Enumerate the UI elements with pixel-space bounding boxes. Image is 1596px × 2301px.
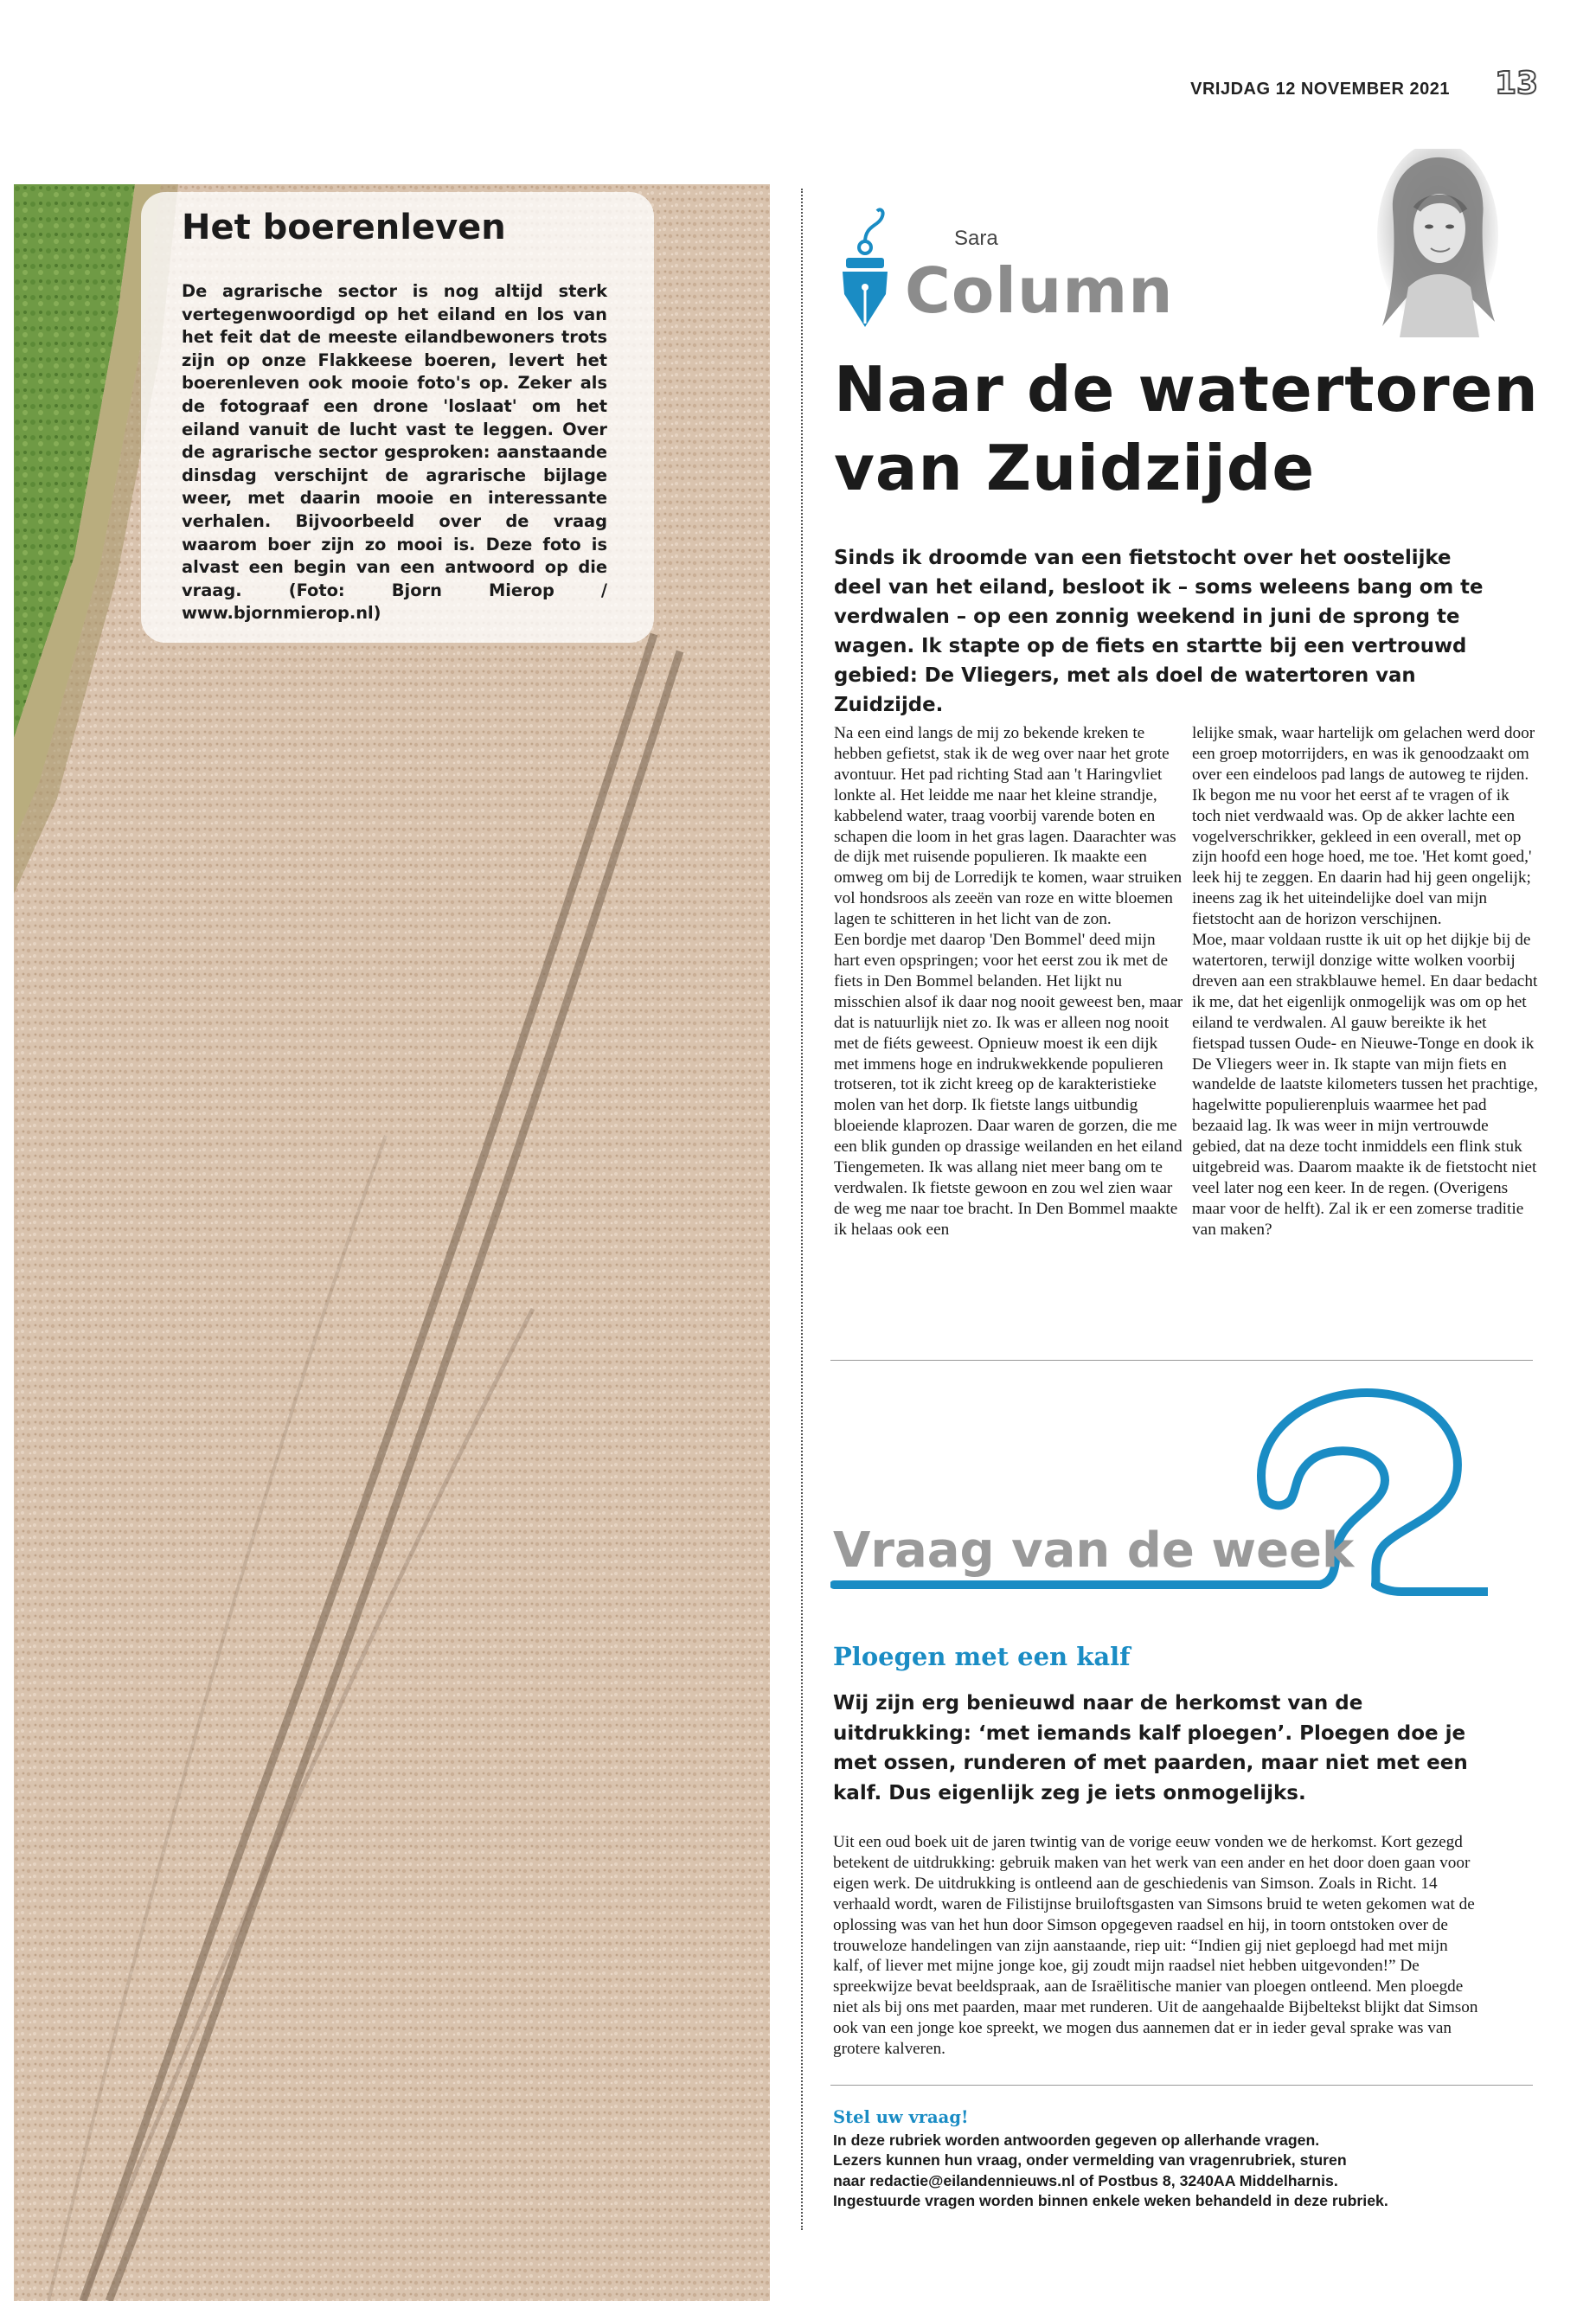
vraag-van-de-week-label: Vraag van de week: [833, 1522, 1355, 1579]
column-divider: [801, 189, 803, 2230]
stel-uw-vraag-text: [833, 2131, 1516, 2212]
column-paragraph: Na een eind langs de mij zo bekende kreken te hebben gefietst, stak ik de weg over naar het grote avontuur. Het pad richting Stad aan 't Haringvliet lonkte al. Het leidde me naar het kleine strandje, kabbelend water, traag voorbij varende boten en schapen die loom in het gras lagen. Daarachter was de dijk met ruisende populieren. Ik maakte een omweg om bij de Lorredijk te komen, waar struiken vol hondsroos als zeeën van roze en witte bloemen lagen te schitteren in het licht van de zon.: [834, 724, 1183, 929]
stel-line: In deze rubriek worden antwoorden gegeven op allerhande vragen.: [833, 2131, 1320, 2149]
column-paragraph: Een bordje met daarop 'Den Bommel' deed mijn hart even opspringen; voor het eerst zou ik met de fiets in Den Bommel belanden. Het lijkt nu misschien alsof ik daar nog nooit geweest ben, maar dat is natuurlijk niet zo. Ik was er alleen nog nooit met de fiéts geweest. Opnieuw moest ik een dijk met immens hoge en indrukwekkende populieren trotseren, tot ik zicht kreeg op de karakteristieke molen van het dorp. Ik fietste langs uitbundig bloeiende klaprozen. Daar waren de gorzen, die me een blik gunden op drassige weilanden en het eiland Tiengemeten. Ik was allang niet meer bang om te verdwalen. Ik fietste gewoon en zou wel zien waar de weg me naar toe bracht. In Den Bommel maakte ik helaas ook een: [834, 931, 1183, 1239]
vraag-title: Ploegen met een kalf: [833, 1642, 1131, 1671]
column-paragraph: lelijke smak, waar hartelijk om gelachen werd door een groep motorrijders, en was ik genoodzaakt om over een eindeloos pad langs de autoweg te rijden. Ik begon me nu voor het eerst af te vragen of ik toch niet verdwaald was. Op de akker lachte een vogelverschrikker, gekleed in een overall, met op zijn hoofd een hoge hoed, me toe. 'Het komt goed,' leek hij te zeggen. En daarin had hij geen ongelijk; ineens zag ik het uiteindelijke doel van mijn fietstocht aan de horizon verschijnen.: [1192, 724, 1535, 929]
section-rule: [830, 2085, 1533, 2086]
column-author: Sara: [954, 227, 998, 250]
column-body-right: [1192, 723, 1540, 1240]
column-paragraph: Moe, maar voldaan rustte ik uit op het dijkje bij de watertoren, terwijl donzige witte wolken voorbij dreven aan een strakblauwe hemel. En daar bedacht ik me, dat het eigenlijk onmogelijk was om op het eiland te verdwalen. Al gauw bereikte ik het fietspad tussen Oude- en Nieuwe-Tonge en dook ik De Vliegers weer in. Ik stapte van mijn fiets en wandelde de laatste kilometers tussen het prachtige, hagelwitte populierenpluis waarmee het pad bezaaid lag. Ik was weer in mijn vertrouwde gebied, dat na deze tocht inmiddels een flink stuk uitgebreid was. Daarom maakte ik de fietstocht niet veel later nog een keer. In de regen. (Overigens maar voor de helft). Zal ik er een zomerse traditie van maken?: [1192, 931, 1538, 1239]
issue-date: VRIJDAG 12 NOVEMBER 2021: [1190, 80, 1450, 99]
vraag-body: Uit een oud boek uit de jaren twintig van de vorige eeuw vonden we de herkomst. Kort gezegd betekent de uitdrukking: gebruik maken van het werk van een ander en het door doen gaan voor eigen werk. De uitdrukking is ontleend aan de geschiedenis van Simson. Zoals in Richt. 14 verhaald wordt, waren de Filistijnse bruiloftsgasten van Simsons bruid te weten gekomen wat de oplossing was van het hun door Simson opgegeven raadsel en hij, in toorn ontstoken over de trouweloze handelingen van zijn aanstaande, riep uit: “Indien gij niet geploegd had met mijn kalf, of liever met mijne jonge koe, gij zoudt mijn raadsel niet hebben uitgevonden!” De spreekwijze bevat beeldspraak, aan de Israëlitische manier van ploegen ontleend. Men ploegde niet als bij ons met paarden, maar met runderen. Uit de aangehaalde Bijbeltekst blijkt dat Simson ook van een jonge koe spreekt, we mogen dus aannemen dat er in ieder geval sprake was van grotere kalveren.: [833, 1833, 1478, 2059]
stel-line: Lezers kunnen hun vraag, onder vermelding van vragenrubriek, sturen: [833, 2151, 1347, 2170]
headline-line-1: Naar de watertoren: [834, 353, 1539, 426]
column-lead: Sinds ik droomde van een fietstocht over het oostelijke deel van het eiland, besloot ik – soms weleens bang om te verdwalen – op een zonnig weekend in juni de sprong te wagen. Ik stapte op de fiets en startte bij een vertrouwd gebied: De Vliegers, met als doel de watertoren van Zuidzijde.: [834, 547, 1484, 716]
column-label: Column: [905, 254, 1174, 327]
column-body-left: [834, 723, 1185, 1240]
photo-feature-caption: De agrarische sector is nog altijd sterk vertegenwoordigd op het eiland en los van het feit dat de meeste eilandbewoners trots zijn op onze Flakkeese boeren, levert het boerenleven ook mooie foto's op. Zeker als de fotograaf een drone 'loslaat' om het eiland vanuit de lucht vast te leggen. Over de agrarische sector gesproken: aanstaande dinsdag verschijnt de agrarische bijlage weer, met daarin mooie en interessante verhalen. Bijvoorbeeld over de vraag waarom boer zijn zo mooi is. Deze foto is alvast een begin van een antwoord op die vraag. (Foto: Bjorn Mierop / www.bjornmierop.nl): [182, 281, 607, 624]
stel-uw-vraag-heading: Stel uw vraag!: [833, 2107, 969, 2127]
fountain-pen-icon: [834, 208, 896, 337]
stel-line: Ingestuurde vragen worden binnen enkele weken behandeld in deze rubriek.: [833, 2192, 1388, 2210]
section-rule: [830, 1360, 1533, 1361]
photo-feature-title: Het boerenleven: [182, 208, 506, 247]
headline-line-2: van Zuidzijde: [834, 432, 1316, 504]
stel-line: naar redactie@eilandennieuws.nl of Postbus 8, 3240AA Middelharnis.: [833, 2171, 1338, 2189]
page-number: 13: [1495, 66, 1539, 101]
column-headline: [834, 350, 1552, 508]
vraag-lead: Wij zijn erg benieuwd naar de herkomst van de uitdrukking: ‘met iemands kalf ploegen’. Ploegen doe je met ossen, runderen of met paarden, maar niet met een kalf. Dus eigenlijk zeg je iets onmogelijks.: [833, 1692, 1468, 1804]
author-portrait: [1374, 149, 1502, 337]
